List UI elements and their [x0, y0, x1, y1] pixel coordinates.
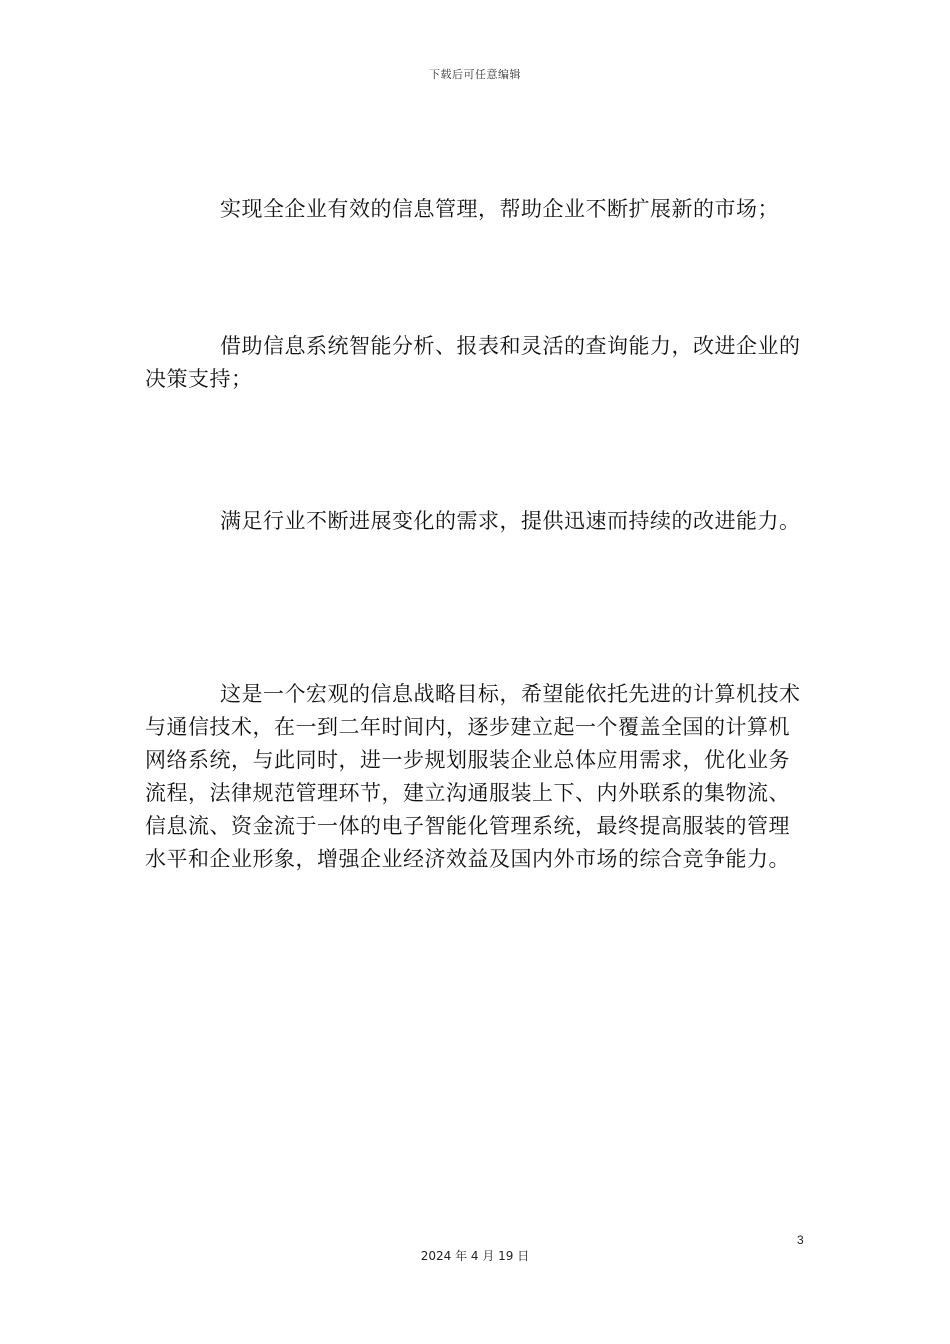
page-header: 下载后可任意编辑 [429, 68, 521, 81]
footer-date: 2024 年 4 月 19 日 [420, 1249, 530, 1263]
body-paragraph-3: 满足行业不断进展变化的需求，提供迅速而持续的改进能力。 [220, 509, 801, 533]
body-paragraph-2: 借助信息系统智能分析、报表和灵活的查询能力，改进企业的决策支持； [145, 334, 801, 391]
body-paragraph-4: 这是一个宏观的信息战略目标，希望能依托先进的计算机技术与通信技术，在一到二年时间内，逐步建立起一个覆盖全国的计算机网络系统，与此同时，进一步规划服装企业总体应用需求，优化业务流程，法律规范管理环节，建立沟通服装上下、内外联系的集物流、信息流、资金流于一体的电子智能化管理系统，最终提高服装的管理水平和企业形象，增强企业经济效益及国内外市场的综合竞争能力。 [145, 682, 801, 871]
body-paragraph-1: 实现全企业有效的信息管理，帮助企业不断扩展新的市场； [220, 197, 779, 221]
page-number: 3 [797, 1233, 804, 1247]
